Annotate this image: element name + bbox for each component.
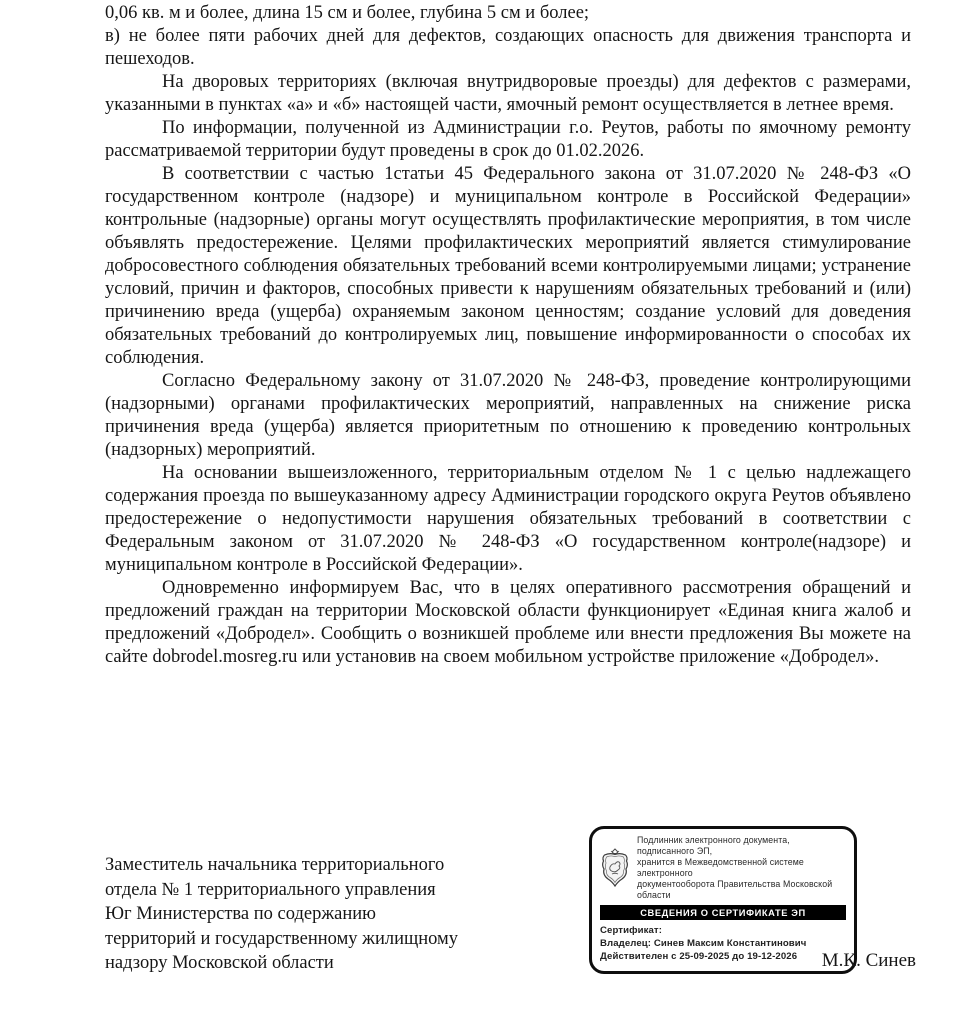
stamp-header-line: хранится в Межведомственной системе электронного: [637, 857, 804, 878]
signature-title-line: отдела № 1 территориального управления: [105, 879, 436, 900]
paragraph: в) не более пяти рабочих дней для дефектов, создающих опасность для движения транспорта и пешеходов.: [105, 26, 911, 69]
paragraph: На основании вышеизложенного, территориальным отделом № 1 с целью надлежащего содержания проезда по вышеуказанному адресу Администрации городского округа Реутов объявлено предостережение о недопустимости нарушения обязательных требований в соответствии с Федеральным законом от 31.07.2020 № 248-ФЗ «О государственном контроле(надзоре) и муниципальном контроле в Российской Федерации».: [105, 463, 911, 575]
signature-title-line: надзору Московской области: [105, 953, 334, 973]
paragraph: Одновременно информируем Вас, что в целях оперативного рассмотрения обращений и предложений граждан на территории Московской области функционирует «Единая книга жалоб и предложений «Добродел». Сообщить о возникшей проблеме или внести предложения Вы можете на сайте dobrodel.mosreg.ru или установив на своем мобильном устройстве приложение «Добродел».: [105, 578, 911, 667]
stamp-header-line: Подлинник электронного документа, подписанного ЭП,: [637, 835, 790, 856]
signature-title-line: территорий и государственному жилищному: [105, 928, 458, 949]
signer-name: М.К. Синев: [821, 950, 916, 971]
signature-title: [105, 853, 565, 976]
certificate-label: Сертификат:: [600, 925, 663, 936]
paragraph: В соответствии с частью 1статьи 45 Федерального закона от 31.07.2020 № 248-ФЗ «О государственном контроле (надзоре) и муниципальном контроле в Российской Федерации» контрольные (надзорные) органы могут осуществлять профилактические мероприятия, в том числе объявлять предостережение. Целями профилактических мероприятий является стимулирование добросовестного соблюдения обязательных требований всеми контролируемыми лицами; устранение условий, причин и факторов, способных привести к нарушениям обязательных требований и (или) причинению вреда (ущерба) охраняемым законом ценностям; создание условий для доведения обязательных требований до контролируемых лиц, повышение информированности о способах их соблюдения.: [105, 164, 911, 368]
certificate-validity: Действителен с 25-09-2025 до 19-12-2026: [600, 951, 798, 962]
paragraph: На дворовых территориях (включая внутридворовые проезды) для дефектов с размерами, указанными в пунктах «а» и «б» настоящей части, ямочный ремонт осуществляется в летнее время.: [105, 72, 911, 115]
document-body: [105, 2, 911, 669]
stamp-header-text: [637, 835, 846, 901]
esign-stamp: [589, 826, 857, 974]
stamp-banner: СВЕДЕНИЯ О СЕРТИФИКАТЕ ЭП: [600, 905, 846, 920]
signature-title-line: Заместитель начальника территориального: [105, 855, 445, 875]
moscow-region-coat-of-arms-icon: [600, 848, 630, 888]
stamp-header-line: документооборота Правительства Московской области: [637, 879, 833, 900]
signature-title-line: Юг Министерства по содержанию: [105, 904, 376, 924]
paragraph: Согласно Федеральному закону от 31.07.2020 № 248-ФЗ, проведение контролирующими (надзорными) органами профилактических мероприятий, направленных на снижение риска причинения вреда (ущерба) является приоритетным по отношению к проведению контрольных (надзорных) мероприятий.: [105, 371, 911, 460]
paragraph: По информации, полученной из Администрации г.о. Реутов, работы по ямочному ремонту рассматриваемой территории будут проведены в срок до 01.02.2026.: [105, 118, 911, 161]
stamp-header-row: [600, 835, 846, 901]
paragraph: 0,06 кв. м и более, длина 15 см и более, глубина 5 см и более;: [105, 3, 590, 23]
stamp-certificate-info: [600, 924, 846, 963]
certificate-owner: Владелец: Синев Максим Константинович: [600, 938, 807, 949]
